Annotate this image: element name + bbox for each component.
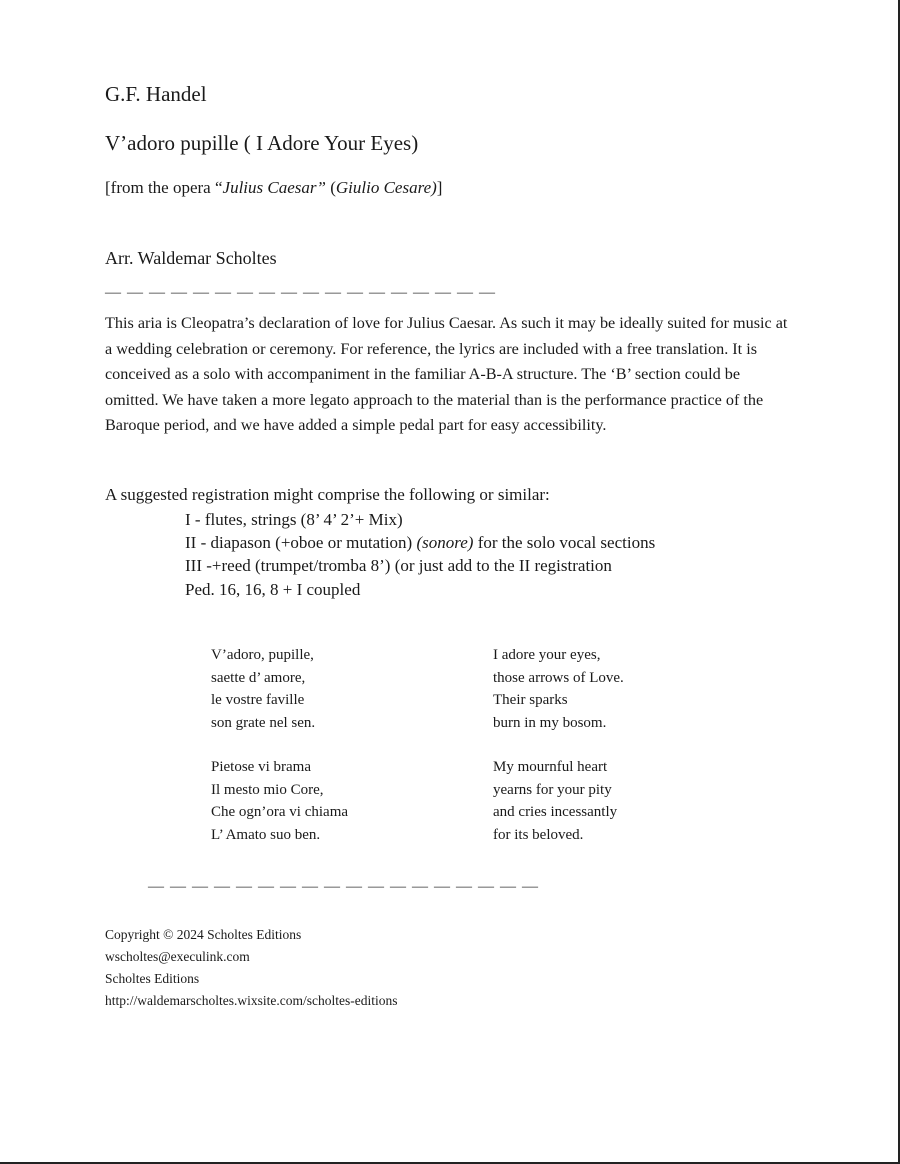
translation-line: I adore your eyes, <box>493 647 601 663</box>
opera-source-line <box>105 178 442 198</box>
translation-line: Their sparks <box>493 692 568 708</box>
subtitle-prefix: [from the opera “ <box>105 178 223 197</box>
lyric-line: Pietose vi brama <box>211 759 311 775</box>
subtitle-suffix: ] <box>436 178 443 197</box>
registration-manual-1: I - flutes, strings (8’ 4’ 2’+ Mix) <box>185 510 403 529</box>
registration-manual-2-text: II - diapason (+oboe or mutation) <box>185 533 417 552</box>
copyright-notice: Copyright © 2024 Scholtes Editions <box>105 927 302 942</box>
translation-line: My mournful heart <box>493 759 608 775</box>
translation-line: and cries incessantly <box>493 804 618 820</box>
subtitle-middle: ( <box>325 178 336 197</box>
publisher-name: Scholtes Editions <box>105 971 200 986</box>
dashed-separator-top: — — — — — — — — — — — — — — — — — — <box>105 284 496 301</box>
registration-sonore: (sonore) <box>416 533 474 552</box>
registration-manual-2 <box>185 533 655 553</box>
lyric-line: L’ Amato suo ben. <box>211 826 321 843</box>
composer-name: G.F. Handel <box>105 82 207 106</box>
translation-line: yearns for your pity <box>493 781 612 798</box>
piece-title: V’adoro pupille ( I Adore Your Eyes) <box>105 131 419 155</box>
program-note: This aria is Cleopatra’s declaration of love for Julius Caesar. As such it may be ideally suited for music at a wedding celebration or ceremony. For reference, the lyrics are included with a free translation. It is conceived as a solo with accompaniment in the familiar A-B-A structure. The ‘B’ section could be omitted. We have taken a more legato approach to the material than is the performance practice of the Baroque period, and we have added a simple pedal part for easy accessibility. <box>105 314 788 434</box>
publisher-website-link[interactable]: http://waldemarscholtes.wixsite.com/scholtes-editions <box>105 993 398 1008</box>
contact-email[interactable]: wscholtes@execulink.com <box>105 949 250 964</box>
lyric-line: le vostre faville <box>211 692 305 708</box>
registration-manual-3: III -+reed (trumpet/tromba 8’) (or just add to the II registration <box>185 556 612 575</box>
lyric-line: saette d’ amore, <box>211 669 306 686</box>
registration-pedal: Ped. 16, 16, 8 + I coupled <box>185 580 361 599</box>
lyric-line: Che ogn’ora vi chiama <box>211 804 349 820</box>
opera-title-italian: Giulio Cesare) <box>335 178 437 197</box>
italian-stanza-2 <box>211 756 348 846</box>
arranger-credit: Arr. Waldemar Scholtes <box>105 248 277 268</box>
translation-line: those arrows of Love. <box>493 669 624 686</box>
english-stanza-1 <box>493 644 624 734</box>
registration-intro: A suggested registration might comprise the following or similar: <box>105 485 550 504</box>
lyric-line: son grate nel sen. <box>211 714 316 731</box>
translation-line: burn in my bosom. <box>493 714 607 731</box>
translation-line: for its beloved. <box>493 826 584 843</box>
dashed-separator-bottom: — — — — — — — — — — — — — — — — — — <box>148 878 539 895</box>
lyric-line: Il mesto mio Core, <box>211 781 324 798</box>
opera-title-english: Julius Caesar” <box>222 178 326 197</box>
lyric-line: V’adoro, pupille, <box>211 647 314 663</box>
italian-stanza-1 <box>211 644 315 734</box>
english-stanza-2 <box>493 756 617 846</box>
registration-manual-2-suffix: for the solo vocal sections <box>473 533 656 552</box>
